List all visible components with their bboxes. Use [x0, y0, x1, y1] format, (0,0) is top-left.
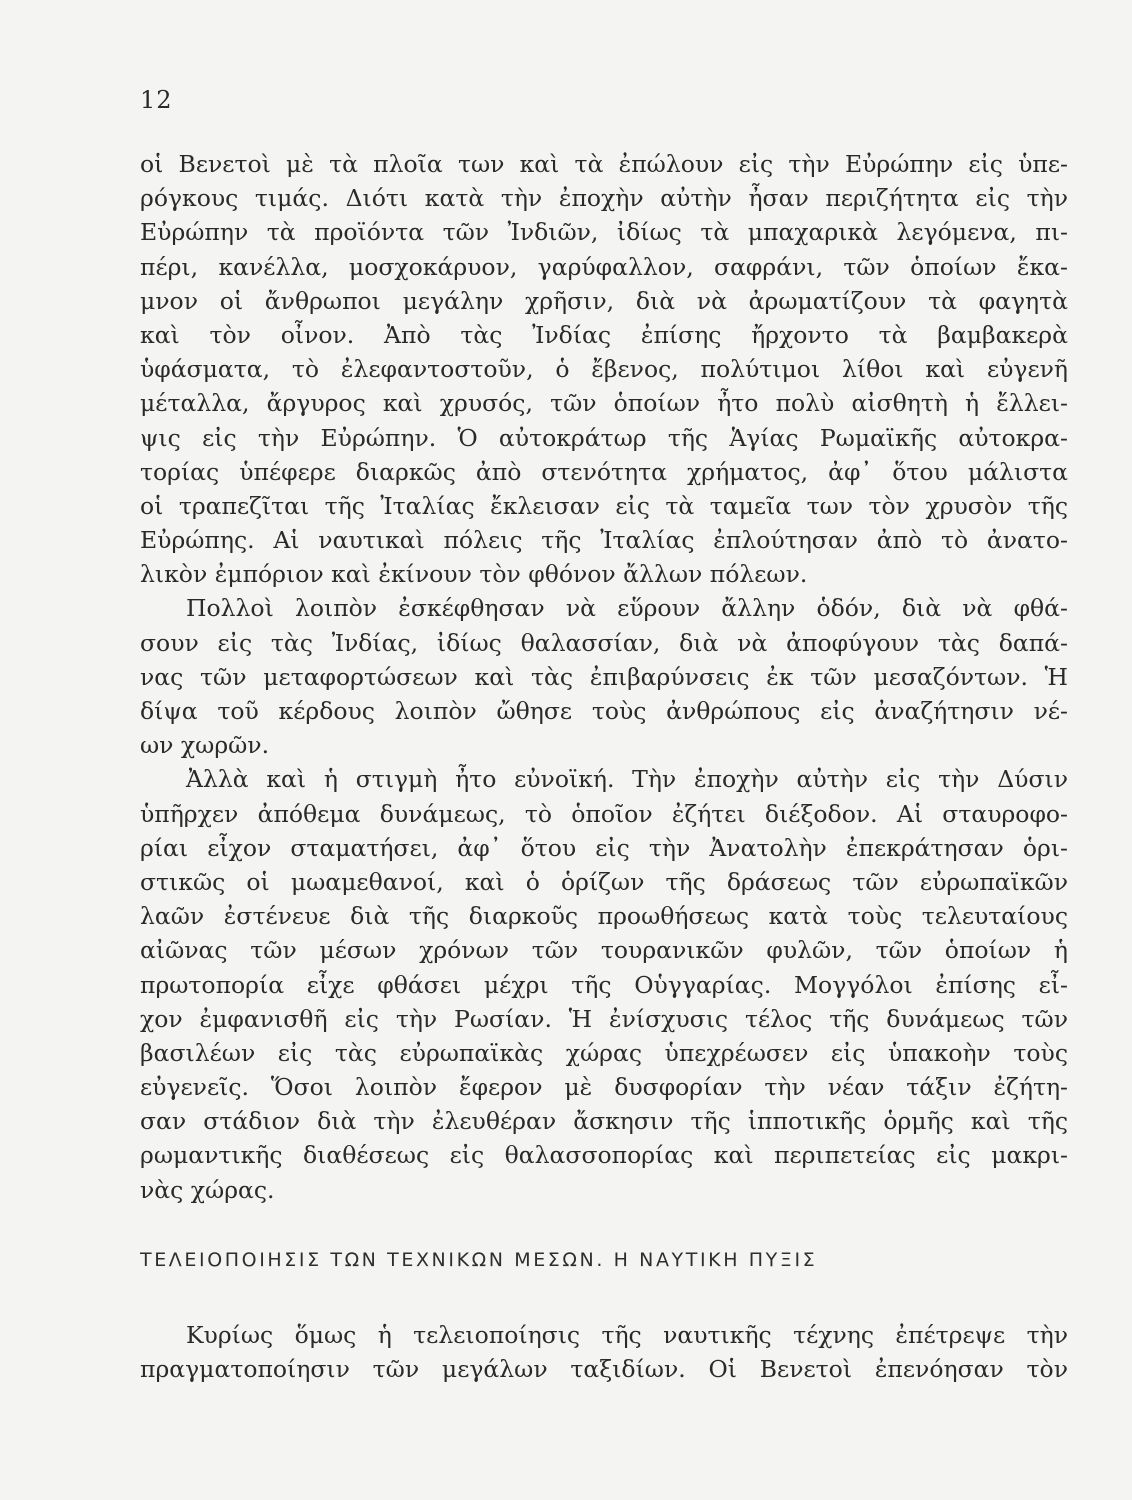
text-line: ρόγκους τιμάς. Διότι κατὰ τὴν ἐποχὴν αὐτὴν ἦσαν περιζήτητα εἰς τὴν	[140, 184, 1068, 213]
body-text	[140, 147, 1068, 1207]
text-line: λικὸν ἐμπόριον καὶ ἐκίνουν τὸν φθόνον ἄλλων πόλεων.	[140, 560, 808, 589]
paragraph	[140, 591, 1068, 762]
page-number: 12	[140, 86, 173, 114]
text-line: σαν στάδιον διὰ τὴν ἐλευθέραν ἄσκησιν τῆς ἱπποτικῆς ὁρμῆς καὶ τῆς	[140, 1107, 1068, 1136]
text-line: πέρι, κανέλλα, μοσχοκάρυον, γαρύφαλλον, σαφράνι, τῶν ὁποίων ἔκα-	[140, 252, 1068, 281]
text-line: πραγματοποίησιν τῶν μεγάλων ταξιδίων. Οἱ Βενετοὶ ἐπενόησαν τὸν	[140, 1355, 1068, 1384]
text-line: στικῶς οἱ μωαμεθανοί, καὶ ὁ ὁρίζων τῆς δράσεως τῶν εὐρωπαϊκῶν	[140, 867, 1068, 896]
paragraph	[140, 147, 1068, 591]
text-line: λαῶν ἐστένευε διὰ τῆς διαρκοῦς προωθήσεως κατὰ τοὺς τελευταίους	[140, 902, 1068, 931]
text-line: οἱ τραπεζῖται τῆς Ἰταλίας ἔκλεισαν εἰς τὰ ταμεῖα των τὸν χρυσὸν τῆς	[140, 491, 1068, 520]
text-line: οἱ Βενετοὶ μὲ τὰ πλοῖα των καὶ τὰ ἐπώλουν εἰς τὴν Εὐρώπην εἰς ὑπε-	[140, 150, 1068, 178]
text-line: χον ἐμφανισθῆ εἰς τὴν Ρωσίαν. Ἡ ἐνίσχυσις τέλος τῆς δυνάμεως τῶν	[140, 1004, 1068, 1033]
text-line: ρίαι εἶχον σταματήσει, ἀφ᾽ ὅτου εἰς τὴν Ἀνατολὴν ἐπεκράτησαν ὁρι-	[140, 833, 1068, 862]
text-line: Εὐρώπην τὰ προϊόντα τῶν Ἰνδιῶν, ἰδίως τὰ μπαχαρικὰ λεγόμενα, πι-	[140, 218, 1068, 247]
text-line: Πολλοὶ λοιπὸν ἐσκέφθησαν νὰ εὕρουν ἄλλην ὁδόν, διὰ νὰ φθά-	[186, 594, 1068, 623]
text-line: μνον οἱ ἄνθρωποι μεγάλην χρῆσιν, διὰ νὰ ἀρωματίζουν τὰ φαγητὰ	[140, 286, 1068, 315]
paragraph	[140, 762, 1068, 1206]
text-line: σουν εἰς τὰς Ἰνδίας, ἰδίως θαλασσίαν, διὰ νὰ ἀποφύγουν τὰς δαπά-	[140, 628, 1068, 657]
text-line: ψις εἰς τὴν Εὐρώπην. Ὁ αὐτοκράτωρ τῆς Ἁγίας Ρωμαϊκῆς αὐτοκρα-	[140, 423, 1068, 452]
text-line: ὑπῆρχεν ἀπόθεμα δυνάμεως, τὸ ὁποῖον ἐζήτει διέξοδον. Αἱ σταυροφο-	[140, 799, 1068, 828]
text-line: ρωμαντικῆς διαθέσεως εἰς θαλασσοπορίας καὶ περιπετείας εἰς μακρι-	[140, 1141, 1068, 1170]
text-line: αἰῶνας τῶν μέσων χρόνων τῶν τουρανικῶν φυλῶν, τῶν ὁποίων ἡ	[140, 936, 1068, 965]
paragraph	[140, 1318, 1068, 1386]
text-line: Κυρίως ὅμως ἡ τελειοποίησις τῆς ναυτικῆς τέχνης ἐπέτρεψε τὴν	[186, 1321, 1068, 1349]
text-line: εὐγενεῖς. Ὅσοι λοιπὸν ἔφερον μὲ δυσφορίαν τὴν νέαν τάξιν ἐζήτη-	[140, 1073, 1068, 1102]
section-heading: ΤΕΛΕΙΟΠΟΙΗΣΙΣ ΤΩΝ ΤΕΧΝΙΚΩΝ ΜΕΣΩΝ. Η ΝΑΥΤΙΚΗ ΠΥΞΙΣ	[140, 1249, 818, 1271]
text-line: ὑφάσματα, τὸ ἐλεφαντοστοῦν, ὁ ἔβενος, πολύτιμοι λίθοι καὶ εὐγενῆ	[140, 355, 1068, 384]
text-line: καὶ τὸν οἶνον. Ἀπὸ τὰς Ἰνδίας ἐπίσης ἤρχοντο τὰ βαμβακερὰ	[140, 320, 1068, 349]
text-line: νας τῶν μεταφορτώσεων καὶ τὰς ἐπιβαρύνσεις ἐκ τῶν μεσαζόντων. Ἡ	[140, 662, 1068, 691]
text-line: Εὐρώπης. Αἱ ναυτικαὶ πόλεις τῆς Ἰταλίας ἐπλούτησαν ἀπὸ τὸ ἀνατο-	[140, 526, 1068, 555]
text-line: νὰς χώρας.	[140, 1175, 275, 1204]
text-line: δίψα τοῦ κέρδους λοιπὸν ὤθησε τοὺς ἀνθρώπους εἰς ἀναζήτησιν νέ-	[140, 697, 1068, 725]
text-line: ων χωρῶν.	[140, 731, 270, 760]
section-text	[140, 1318, 1068, 1386]
text-line: τορίας ὑπέφερε διαρκῶς ἀπὸ στενότητα χρήματος, ἀφ᾽ ὅτου μάλιστα	[140, 457, 1068, 486]
text-line: Ἀλλὰ καὶ ἡ στιγμὴ ἦτο εὐνοϊκή. Τὴν ἐποχὴν αὐτὴν εἰς τὴν Δύσιν	[186, 765, 1068, 794]
text-line: βασιλέων εἰς τὰς εὐρωπαϊκὰς χώρας ὑπεχρέωσεν εἰς ὑπακοὴν τοὺς	[140, 1038, 1068, 1067]
text-line: μέταλλα, ἄργυρος καὶ χρυσός, τῶν ὁποίων ἦτο πολὺ αἰσθητὴ ἡ ἔλλει-	[140, 389, 1068, 418]
text-line: πρωτοπορία εἶχε φθάσει μέχρι τῆς Οὑγγαρίας. Μογγόλοι ἐπίσης εἶ-	[140, 970, 1068, 999]
